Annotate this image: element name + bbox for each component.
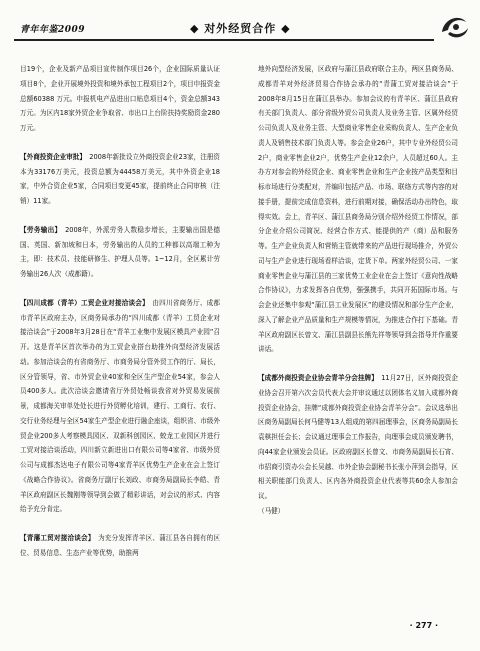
left-column [20, 62, 220, 561]
paragraph-text: 2008年，外派劳务人数稳步增长，主要输出国是德国、英国、新加坡和日本，劳务输出的人员的工种都以高端工种为主，即：技术员、技能研修生、护理人员等。1~12月，全区累计劳务输出26人次（成都籍）。 [20, 225, 221, 278]
paragraph-text: 地外向型经济发展，区政府与蒲江县政府联合主办，两区县商务局、成都青羊对外经济贸易合作协会承办的“青蒲工贸对接洽谈会”于2008年8月15日在蒲江县举办。参加会议的有青羊区、蒲江县政府有关部门负责人、部分省级外贸公司负责人及业务主管、区属外经贸公司负责人及业务主管、大型商业零售企业采购负责人、生产企业负责人及销售技术部门负责人等。参会企业26户，其中专业外经贸公司2户，商业零售企业2户，优势生产企业12余户，人员超过60人。主办方对参会的外经贸企业、商业零售企业和生产企业按产品类型和目标市场进行分类配对，并编印包括产品、市场、联络方式等内容的对接手册，提前完成信息资料，进行前期对接，确保活动办出特色，取得实效。会上，青羊区、蒲江县商务局分别介绍外经贸工作情况，部分企业介绍公司简况、经营合作方式、能提供的产（商）品和服务等。生产企业负责人和营销主管就带来的产品进行现场推介，外贸公司与生产企业进行现场看样洽谈，定货下单。两家外经贸公司、一家商业零售企业与蒲江县的三家优势工业企业在会上签订《意向性战略合作协议》，力求发挥各自优势，强强携手，共同开拓国际市场。与会企业还集中参观“蒲江县工业发展区”的建设情况和部分生产企业，深入了解企业产品质量和生产规模等情况，为推进合作打下基础。青羊区政府副区长曾文、蒲江县副县长熊先祥等领导到会指导并作重要讲话。 [258, 65, 458, 354]
yearbook-title: 青年年鉴2009 [20, 25, 86, 35]
page-number: · 277 · [409, 621, 438, 630]
yearbook-logo-icon [438, 10, 472, 44]
paragraph-text: 目19个，企业及新产品项目宣传制作项目26个，企业国际质量认证项目8个，企业开展境外投资和境外承包工程项目2个，项目申报资金总额60388 万元。申报机电产品进出口贴息项目4个，资金总额343万元。为区内18家外贸企业争取省、市出口上台阶扶持奖励资金280万元。 [20, 65, 220, 132]
paragraph-heading: 【成都外商投资企业协会青羊分会挂牌】 [258, 374, 375, 382]
paragraph [258, 62, 458, 357]
right-column [258, 62, 458, 519]
paragraph [20, 223, 220, 282]
paragraph-text: 11月27日，区外商投资企业协会召开第六次会员代表大会并审议通过以团体名义加入成都外商投资企业协会，挂牌“成都外商投资企业协会青羊分会”。会议选举出区商务局副局长何马健等13人组成的第四届理事会，区商务局副局长袁棋担任会长；会议通过理事会工作报告，向理事会成员颁发聘书，向44家企业颁发会员证。区政府副区长曾文、市商务局副局长石宵、市招商引资办公会长吴越、市外企协会副秘书长张小萍到会指导，区相关职能部门负责人、区内各外商投资企业代表等共60余人参加会议。 [258, 374, 459, 500]
paragraph-heading: 【外商投资企业审批】 [20, 152, 83, 161]
paragraph [20, 531, 220, 561]
paragraph [20, 150, 220, 209]
paragraph [258, 371, 458, 504]
paragraph-text: 由四川省商务厅、成都市青羊区政府主办，区商务局承办的“四川成都（青羊）工贸企业对接洽谈会”于2008年3月28日在“青羊工业集中发展区模具产业园”召开。这是青羊区首次举办的为工贸企业搭台助推外向型经济发展活动。参加洽谈会的有省商务厅、市商务局分管外贸工作的厅、局长，区分管领导，省、市外贸企业40家和全区生产型企业54家，参会人员400多人。此次洽谈会邀请省厅外贸处畅谈我省对外贸易发展前景，成都海关审单处处长进行外贸孵化培训，建行、工商行、农行、交行业务经理与全区54家生产型企业进行融企座谈，组织省、市级外贸企业200多人考察模具园区、双新科创园区、蛟龙工业园区并进行工贸对接洽谈活动，四川新立新进出口有限公司等4家省、市级外贸公司与成都杰达电子有限公司等4家青羊区优势生产企业在会上签订《战略合作协议》。省商务厅副厅长刘政、市商务局副局长李皓、青羊区政府副区长魏刚等领导到会做了精彩讲话，对会议的形式、内容给予充分肯定。 [20, 298, 221, 514]
paragraph-text: 2008年新批设立外商投资企业23家，注册资本为33176万美元，投资总额为44458万美元，其中外资企业18家，中外合资企业5家，合同项目变更45家，提前终止合同审核（注销）11家。 [20, 152, 221, 205]
header-rule [14, 39, 434, 41]
section-title: ◆ 对外经贸合作 ◆ [190, 22, 291, 35]
paragraph [20, 62, 220, 136]
page-header [0, 0, 480, 48]
author-signature: （马健） [258, 506, 285, 515]
paragraph-heading: 【青藩工贸对接洽谈会】 [20, 534, 92, 542]
paragraph-heading: 【劳务输出】 [20, 225, 59, 234]
paragraph-text: 为充分发挥青羊区、蒲江县各自拥有的区位、贸易信息、生态产业等优势，助推两 [20, 534, 221, 557]
paragraph-heading: 【四川成都（青羊）工贸企业对接洽谈会】 [20, 298, 146, 307]
paragraph [20, 296, 220, 517]
